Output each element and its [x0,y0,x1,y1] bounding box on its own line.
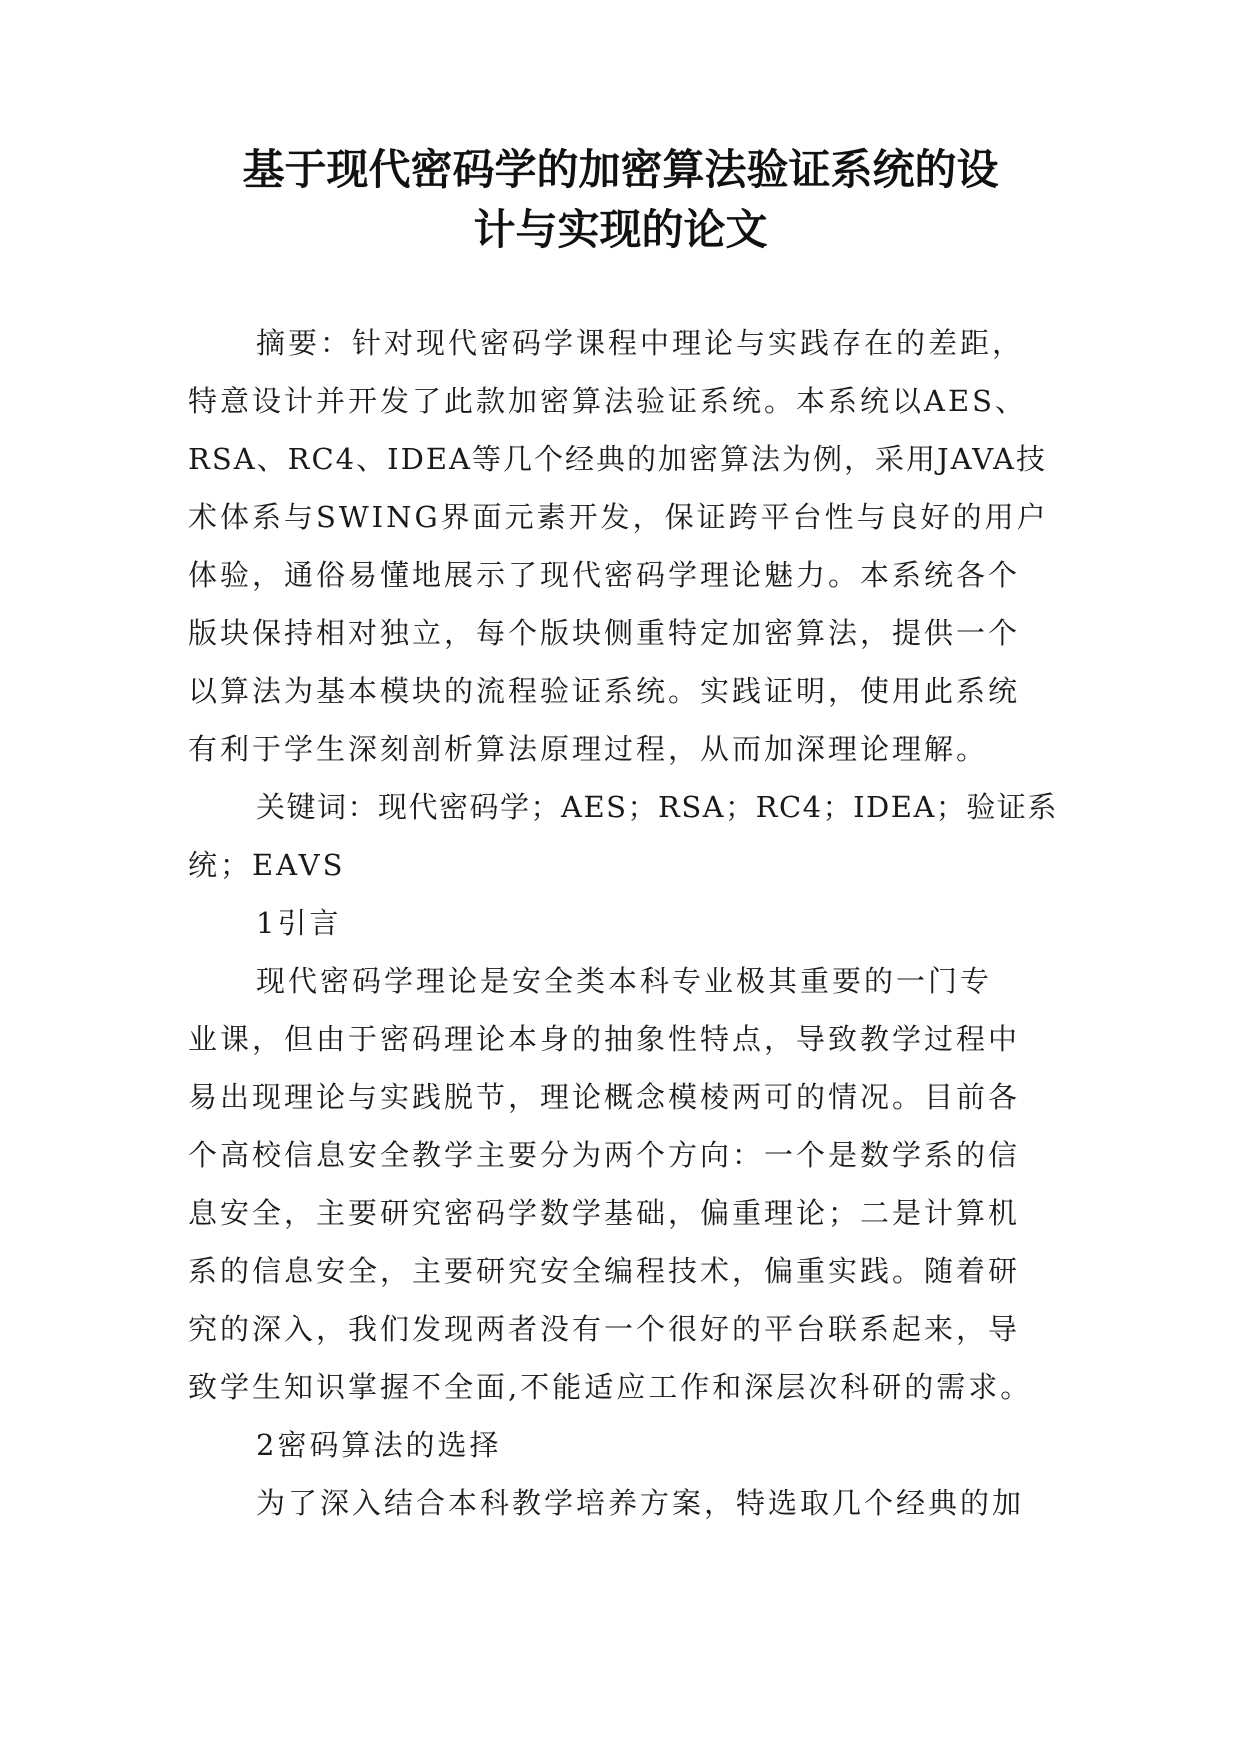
body-line: 息安全，主要研究密码学数学基础，偏重理论；二是计算机 [188,1196,1021,1230]
body-line: 现代密码学理论是安全类本科专业极其重要的一门专 [256,964,993,998]
body-line: 术体系与SWING界面元素开发，保证跨平台性与良好的用户 [188,500,1049,534]
body-line: 业课，但由于密码理论本身的抽象性特点，导致教学过程中 [188,1022,1021,1056]
body-line: 系的信息安全，主要研究安全编程技术，偏重实践。随着研 [188,1254,1021,1288]
body-line: 究的深入，我们发现两者没有一个很好的平台联系起来，导 [188,1312,1021,1346]
body-line: RSA、RC4、IDEA等几个经典的加密算法为例，采用JAVA技 [188,442,1047,476]
body-line: 以算法为基本模块的流程验证系统。实践证明，使用此系统 [188,674,1021,708]
body-line: 版块保持相对独立，每个版块侧重特定加密算法，提供一个 [188,616,1021,650]
body-line: 2密码算法的选择 [256,1428,502,1462]
body-line: 为了深入结合本科教学培养方案，特选取几个经典的加 [256,1486,1025,1520]
body-line: 特意设计并开发了此款加密算法验证系统。本系统以AES、 [188,384,1027,418]
body-line: 1引言 [256,906,342,940]
document-title [150,140,1091,260]
title-line-1: 基于现代密码学的加密算法验证系统的设 [242,145,999,194]
body-line: 易出现理论与实践脱节，理论概念模棱两可的情况。目前各 [188,1080,1021,1114]
title-line-2: 计与实现的论文 [473,205,768,254]
body-line: 致学生知识掌握不全面,不能适应工作和深层次科研的需求。 [188,1370,1033,1404]
body-line: 个高校信息安全教学主要分为两个方向：一个是数学系的信 [188,1138,1021,1172]
body-line: 有利于学生深刻剖析算法原理过程，从而加深理论理解。 [188,732,989,766]
body-line: 体验，通俗易懂地展示了现代密码学理论魅力。本系统各个 [188,558,1021,592]
body-line: 关键词：现代密码学；AES；RSA；RC4；IDEA；验证系 [256,790,1058,824]
document-body [188,314,1058,1532]
body-line: 统；EAVS [188,848,346,882]
body-line: 摘要：针对现代密码学课程中理论与实践存在的差距， [256,326,1025,360]
